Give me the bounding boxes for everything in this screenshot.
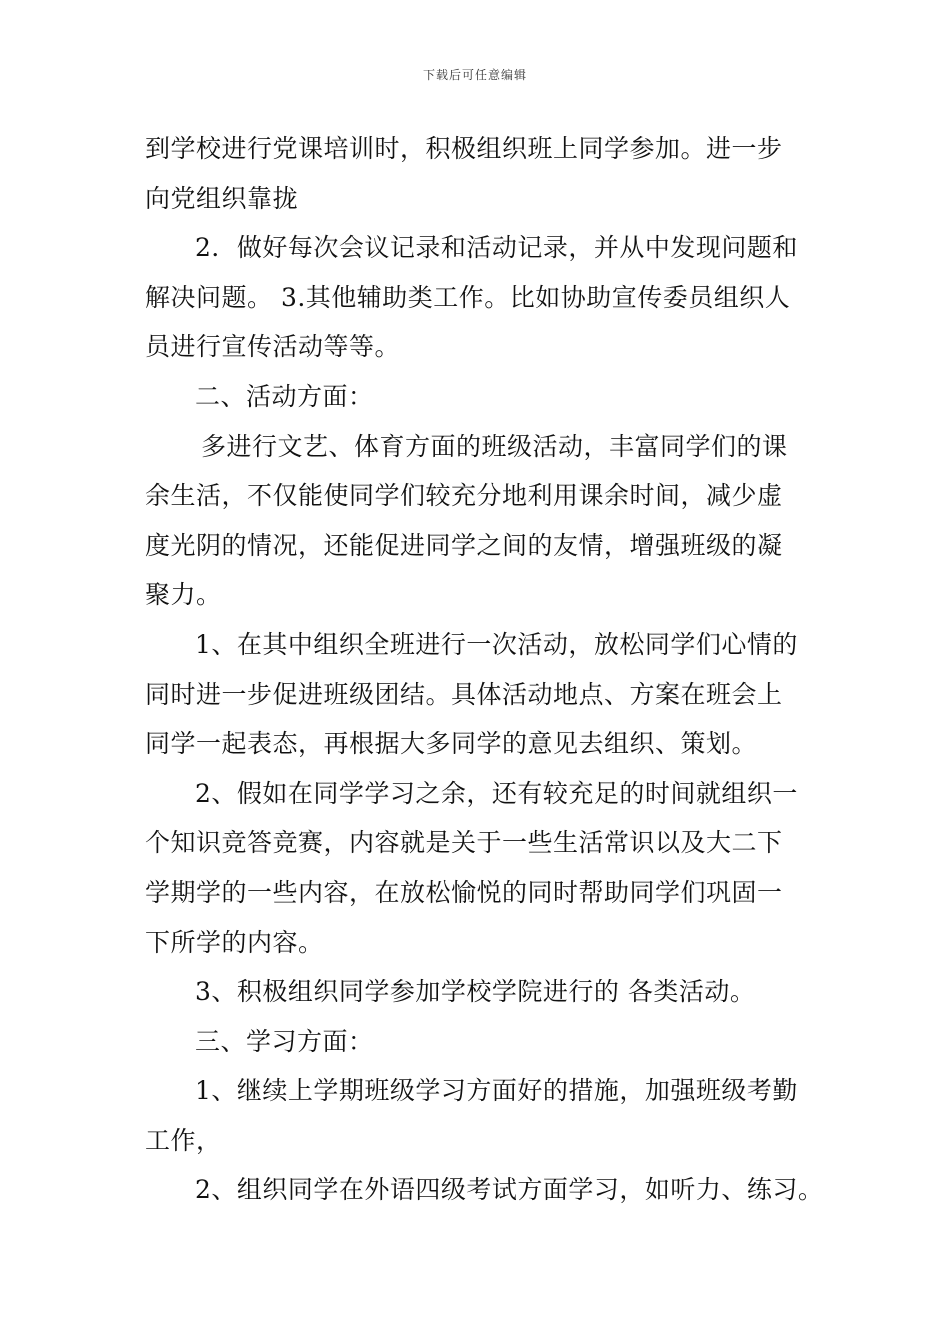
- paragraph-line: 到学校进行党课培训时，积极组织班上同学参加。进一步: [145, 134, 783, 163]
- paragraph-line: 2、假如在同学学习之余，还有较充足的时间就组织一: [195, 778, 798, 808]
- section-heading: 二、活动方面：: [195, 381, 374, 411]
- paragraph-line: 个知识竞答竞赛，内容就是关于一些生活常识以及大二下: [145, 828, 783, 858]
- paragraph-line: 多进行文艺、体育方面的班级活动，丰富同学们的课: [201, 431, 788, 461]
- paragraph-line: 工作，: [145, 1125, 222, 1155]
- paragraph-line: 员进行宣传活动等等。: [145, 332, 401, 362]
- paragraph-line: 1、继续上学期班级学习方面好的措施，加强班级考勤: [195, 1076, 798, 1106]
- paragraph-line: 学期学的一些内容，在放松愉悦的同时帮助同学们巩固一: [145, 877, 783, 907]
- paragraph-line: 解决问题。 3.其他辅助类工作。比如协助宣传委员组织人: [145, 282, 791, 312]
- paragraph-line: 余生活，不仅能使同学们较充分地利用课余时间，减少虚: [145, 481, 783, 511]
- paragraph-line: 度光阴的情况，还能促进同学之间的友情，增强班级的凝: [145, 530, 783, 560]
- paragraph-line: 同学一起表态，再根据大多同学的意见去组织、策划。: [145, 729, 758, 759]
- page-header-note: 下载后可任意编辑: [422, 68, 527, 82]
- document-body: [145, 124, 825, 1215]
- paragraph-line: 聚力。: [145, 580, 222, 610]
- paragraph-line: 下所学的内容。: [145, 927, 324, 957]
- paragraph-line: 2．做好每次会议记录和活动记录，并从中发现问题和: [195, 233, 798, 263]
- paragraph-line: 3、积极组织同学参加学校学院进行的 各类活动。: [195, 977, 756, 1007]
- paragraph-line: 同时进一步促进班级团结。具体活动地点、方案在班会上: [145, 679, 783, 709]
- section-heading: 三、学习方面：: [195, 1026, 374, 1056]
- paragraph-line: 向党组织靠拢: [145, 183, 299, 213]
- paragraph-line: 2、组织同学在外语四级考试方面学习，如听力、练习。: [195, 1175, 824, 1205]
- paragraph-line: 1、在其中组织全班进行一次活动，放松同学们心情的: [195, 629, 798, 659]
